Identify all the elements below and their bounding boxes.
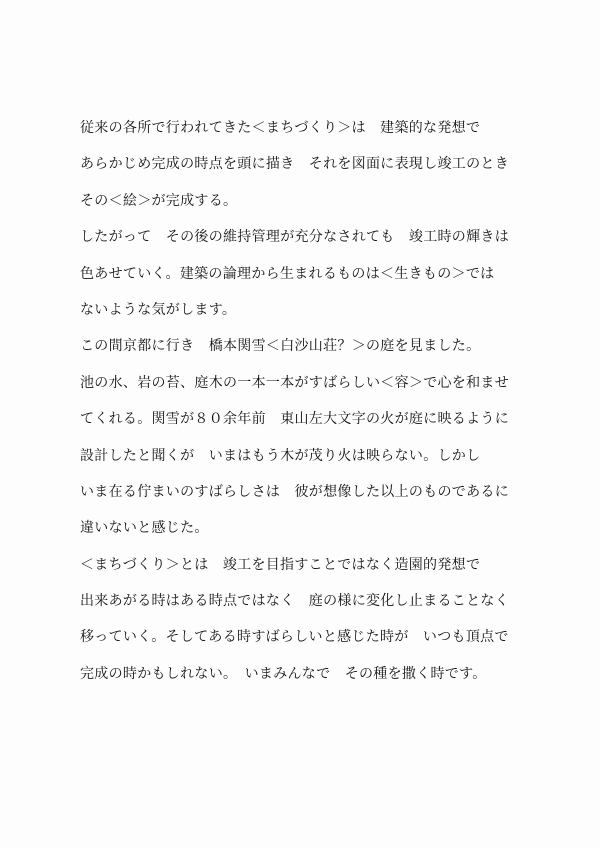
text-line: 設計したと聞くが いまはもう木が茂り火は映らない。しかし <box>80 447 481 464</box>
text-line: いま在る佇まいのすばらしさは 彼が想像した以上のものであるに <box>80 483 509 500</box>
text-line: 移っていく。そしてある時すばらしいと感じた時が いつも頂点で <box>80 629 509 646</box>
text-line: てくれる。関雪が８０余年前 東山左大文字の火が庭に映るように <box>80 411 509 428</box>
text-line: その＜絵＞が完成する。 <box>80 192 238 209</box>
text-line: ＜まちづくり＞とは 竣工を目指すことではなく造園的発想で <box>80 556 481 573</box>
text-line: この間京都に行き 橋本関雪＜白沙山荘？＞の庭を見ました。 <box>80 338 481 355</box>
essay-text <box>80 120 530 702</box>
text-line: 色あせていく。建築の論理から生まれるものは＜生きもの＞では <box>80 265 495 282</box>
text-line: ないような気がします。 <box>80 301 237 318</box>
text-line: あらかじめ完成の時点を頭に描き それを図面に表現し竣工のとき <box>80 156 509 173</box>
text-line: 従来の各所で行われてきた＜まちづくり＞は 建築的な発想で <box>80 120 481 136</box>
text-line: 出来あがる時はある時点ではなく 庭の様に変化し止まることなく <box>80 593 509 610</box>
text-line: 池の水、岩の苔、庭木の一本一本がすばらしい＜容＞で心を和ませ <box>80 374 509 391</box>
text-line: 違いないと感じた。 <box>80 520 209 537</box>
text-line: したがって その後の維持管理が充分なされても 竣工時の輝きは <box>80 229 509 246</box>
text-line: 完成の時かもしれない。 いまみんなで その種を撒く時です。 <box>80 665 487 682</box>
